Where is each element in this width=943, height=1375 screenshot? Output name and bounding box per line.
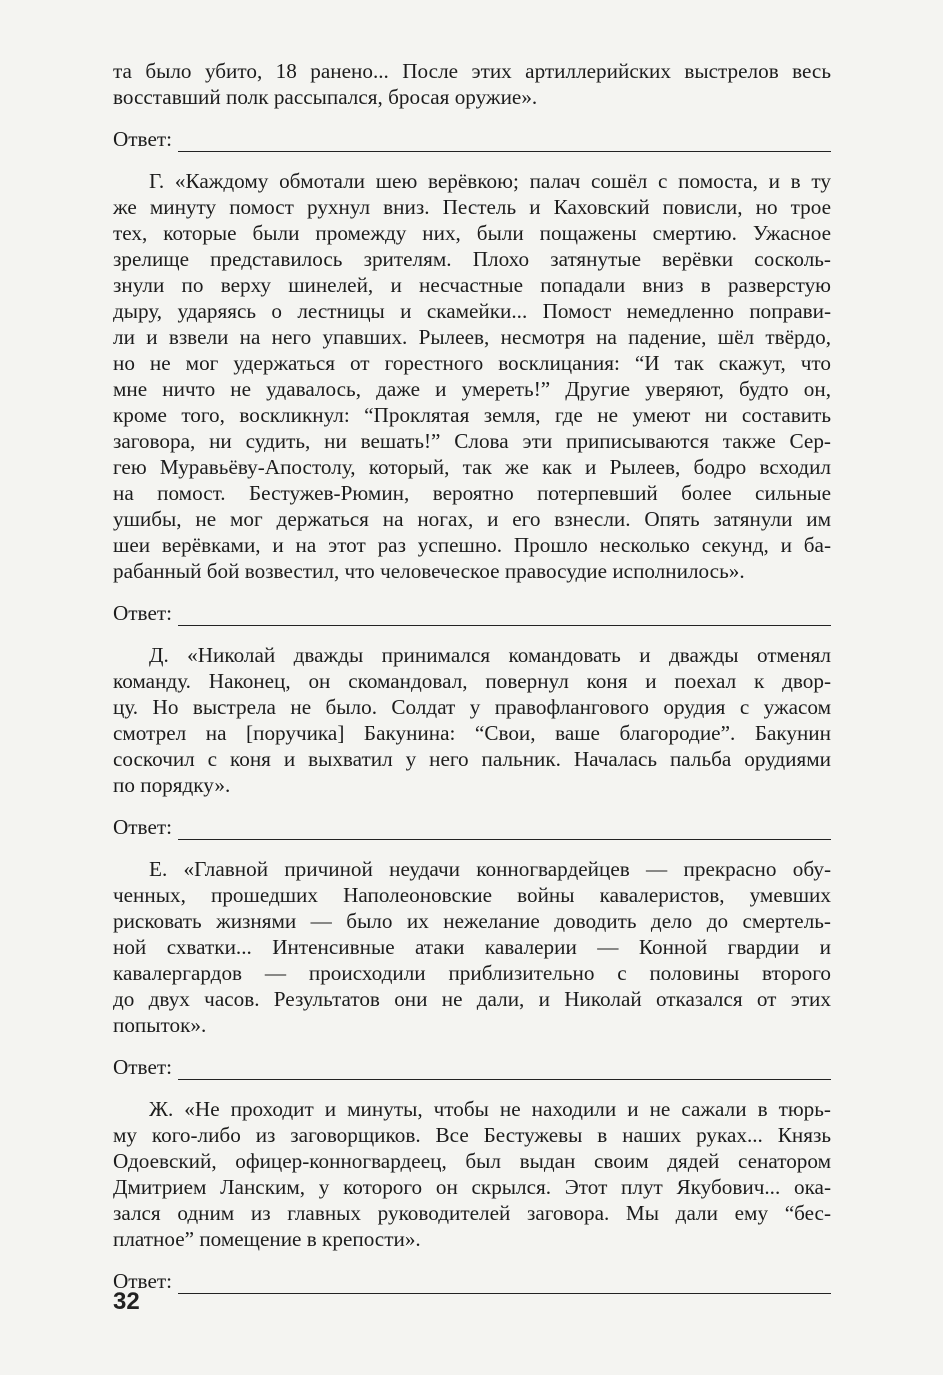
text-line: Г. «Каждому обмотали шею верёвкою; палач сошёл с помоста, и в ту — [149, 169, 831, 193]
paragraph-g — [113, 168, 831, 584]
text-line: знули по верху шинелей, и несчастные попадали вниз в разверстую — [113, 273, 831, 297]
text-line: цу. Но выстрела не было. Солдат у правофлангового орудия с ужасом — [113, 695, 831, 719]
text-line: Ж. «Не проходит и минуты, чтобы не находили и не сажали в тюрь- — [149, 1097, 831, 1121]
text-line: мне ничто не удавалось, даже и умереть!” Другие уверяют, будто он, — [113, 377, 831, 401]
paragraph-zh — [113, 1096, 831, 1252]
answer-line[interactable] — [178, 1275, 831, 1294]
answer-label: Ответ: — [113, 601, 172, 625]
text-line: соскочил с коня и выхватил у него пальник. Началась пальба орудиями — [113, 747, 831, 771]
answer-field[interactable] — [113, 814, 831, 840]
text-line: зался одним из главных руководителей заговора. Мы дали ему “бес- — [113, 1201, 831, 1225]
answer-field[interactable] — [113, 126, 831, 152]
text-line: ли и взвели на него упавших. Рылеев, несмотря на падение, шёл твёрдо, — [113, 325, 831, 349]
answer-label: Ответ: — [113, 127, 172, 151]
text-line: смотрел на [поручика] Бакунина: “Свои, ваше благородие”. Бакунин — [113, 721, 831, 745]
answer-field[interactable] — [113, 1054, 831, 1080]
text-line: рабанный бой возвестил, что человеческое правосудие исполнилось». — [113, 559, 745, 583]
text-line: рисковать жизнями — было их нежелание доводить дело до смертель- — [113, 909, 831, 933]
answer-line[interactable] — [178, 1061, 831, 1080]
text-line: команду. Наконец, он скомандовал, повернул коня и поехал к двор- — [113, 669, 831, 693]
text-line: гею Муравьёву-Апостолу, который, так же как и Рылеев, бодро всходил — [113, 455, 831, 479]
text-line: заговора, ни судить, ни вешать!” Слова эти приписываются также Сер- — [113, 429, 831, 453]
text-line: платное” помещение в крепости». — [113, 1227, 421, 1251]
text-line: Е. «Главной причиной неудачи конногвардейцев — прекрасно обу- — [149, 857, 831, 881]
text-line: та было убито, 18 ранено... После этих артиллерийских выстрелов весь — [113, 59, 831, 83]
answer-line[interactable] — [178, 821, 831, 840]
text-line: ченных, прошедших Наполеоновские войны кавалеристов, умевших — [113, 883, 831, 907]
text-line: же минуту помост рухнул вниз. Пестель и Каховский повисли, но трое — [113, 195, 831, 219]
paragraph-d — [113, 642, 831, 798]
text-line: кавалергардов — происходили приблизительно с половины второго — [113, 961, 831, 985]
text-line: шеи верёвками, и на этот раз успешно. Прошло несколько секунд, и ба- — [113, 533, 831, 557]
text-line: му кого-либо из заговорщиков. Все Бестужевы в наших руках... Князь — [113, 1123, 831, 1147]
text-line: но не мог удержаться от горестного восклицания: “И так скажут, что — [113, 351, 831, 375]
answer-label: Ответ: — [113, 815, 172, 839]
answer-label: Ответ: — [113, 1055, 172, 1079]
answer-line[interactable] — [178, 607, 831, 626]
text-line: тех, которые были промежду них, были пощажены смертию. Ужасное — [113, 221, 831, 245]
answer-field[interactable] — [113, 600, 831, 626]
text-line: Дмитрием Ланским, у которого он скрылся. Этот плут Якубович... ока- — [113, 1175, 831, 1199]
text-line: по порядку». — [113, 773, 231, 797]
text-line: до двух часов. Результатов они не дали, и Николай отказался от этих — [113, 987, 831, 1011]
text-line: кроме того, воскликнул: “Проклятая земля, где не умеют ни составить — [113, 403, 831, 427]
text-line: ной схватки... Интенсивные атаки кавалерии — Конной гвардии и — [113, 935, 831, 959]
paragraph-e — [113, 856, 831, 1038]
text-line: Одоевский, офицер-конногвардеец, был выдан своим дядей сенатором — [113, 1149, 831, 1173]
text-line: зрелище представилось зрителям. Плохо затянутые верёвки сосколь- — [113, 247, 831, 271]
text-line: ушибы, не мог держаться на ногах, и его взнесли. Опять затянули им — [113, 507, 831, 531]
answer-line[interactable] — [178, 133, 831, 152]
answer-field[interactable] — [113, 1268, 831, 1294]
text-line: попыток». — [113, 1013, 207, 1037]
paragraph-continuation — [113, 58, 831, 110]
page-content — [113, 58, 831, 1308]
answer-label: Ответ: — [113, 1269, 172, 1293]
text-line: Д. «Николай дважды принимался командовать и дважды отменял — [149, 643, 831, 667]
text-line: восставший полк рассыпался, бросая оружие». — [113, 85, 538, 109]
page-number: 32 — [113, 1288, 140, 1315]
text-line: дыру, ударяясь о лестницы и скамейки... Помост немедленно поправи- — [113, 299, 831, 323]
text-line: на помост. Бестужев-Рюмин, вероятно потерпевший более сильные — [113, 481, 831, 505]
